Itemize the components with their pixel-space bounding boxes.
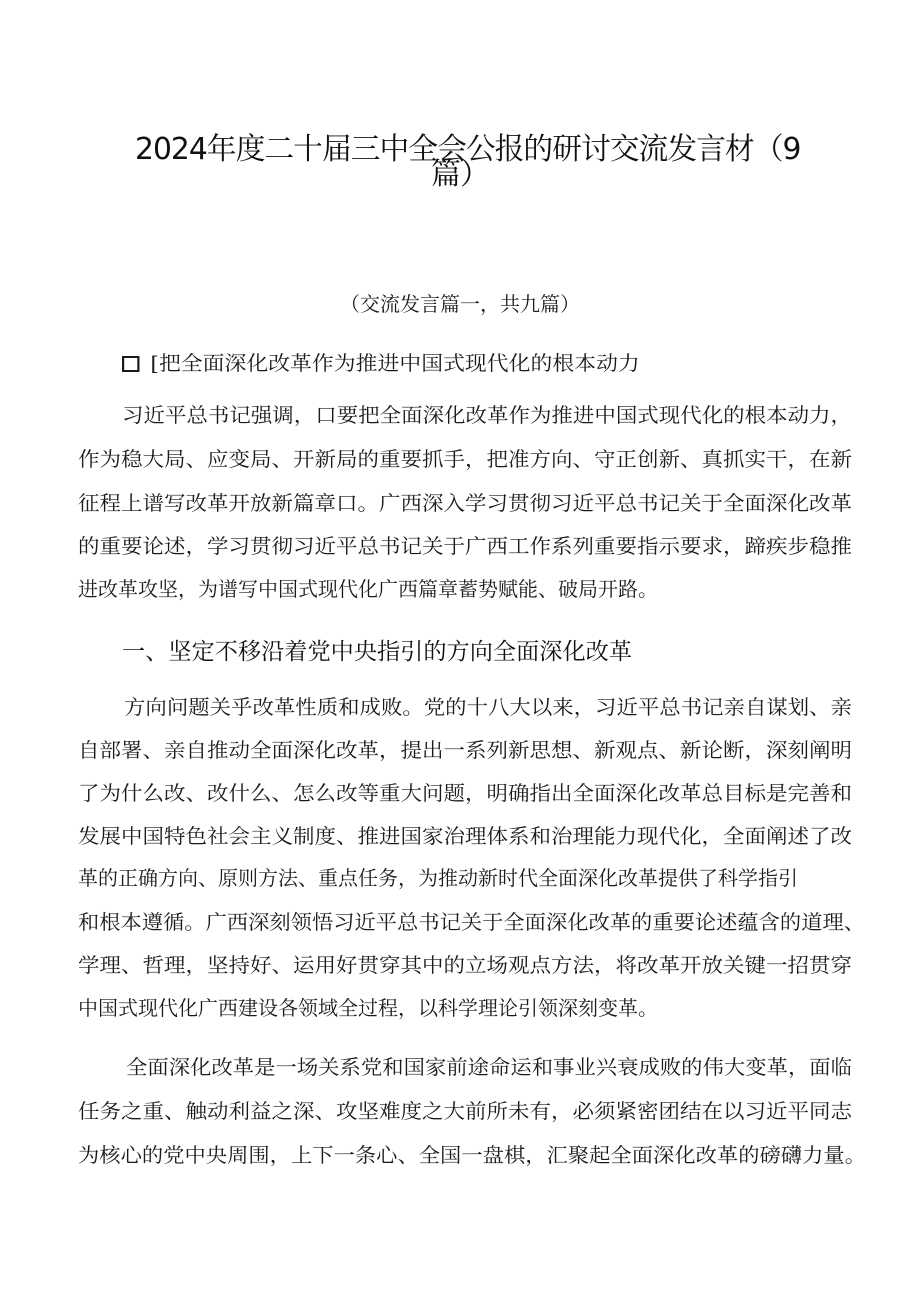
paragraph-1-line-2: 作为稳大局、应变局、开新局的重要抓手，把准方向、守正创新、真抓实干，在新 [78, 447, 853, 471]
paragraph-3-line-2: 任务之重、触动利益之深、攻坚难度之大前所未有，必须紧密团结在以习近平同志 [78, 1099, 853, 1123]
section-heading-1: 一、坚定不移沿着党中央指引的方向全面深化改革 [122, 639, 632, 665]
section-title-text: [把全面深化改革作为推进中国式现代化的根本动力 [150, 351, 640, 375]
document-title-line-2: 篇） [431, 157, 489, 192]
paragraph-2-line-7: 学理、哲理，坚持好、运用好贯穿其中的立场观点方法，将改革开放关键一招贯穿 [78, 953, 853, 977]
paragraph-2-line-5: 革的正确方向、原则方法、重点任务，为推动新时代全面深化改革提供了科学指引 [78, 866, 798, 890]
paragraph-1-line-1: 习近平总书记强调，口要把全面深化改革作为推进中国式现代化的根本动力， [122, 403, 852, 427]
paragraph-2-line-4: 发展中国特色社会主义制度、推进国家治理体系和治理能力现代化，全面阐述了改 [78, 824, 853, 848]
document-title-line-1: 2024年度二十届三中全会公报的研讨交流发言材（9 [135, 132, 801, 167]
paragraph-3-line-3: 为核心的党中央周围，上下一条心、全国一盘棋，汇聚起全面深化改革的磅礴力量。 [78, 1143, 866, 1167]
paragraph-1-line-4: 的重要论述，学习贯彻习近平总书记关于广西工作系列重要指示要求，蹄疾步稳推 [78, 534, 853, 558]
paragraph-2-line-2: 自部署、亲自推动全面深化改革，提出一系列新思想、新观点、新论断，深刻阐明 [78, 738, 853, 762]
paragraph-1-line-5: 进改革攻坚，为谱写中国式现代化广西篇章蓄势赋能、破局开路。 [78, 577, 658, 601]
paragraph-2-line-6: 和根本遵循。广西深刻领悟习近平总书记关于全面深化改革的重要论述蕴含的道理、 [78, 910, 865, 934]
paragraph-3-line-1: 全面深化改革是一场关系党和国家前途命运和事业兴衰成败的伟大变革，面临 [126, 1055, 852, 1079]
document-subtitle: （交流发言篇一，共九篇） [340, 292, 580, 316]
section-title [122, 347, 640, 376]
paragraph-2-line-1: 方向问题关乎改革性质和成败。党的十八大以来，习近平总书记亲自谋划、亲 [124, 695, 852, 719]
checkbox-icon [122, 356, 139, 372]
paragraph-1-line-3: 征程上谱写改革开放新篇章口。广西深入学习贯彻习近平总书记关于全面深化改革 [78, 491, 853, 515]
paragraph-2-line-3: 了为什么改、改什么、怎么改等重大问题，明确指出全面深化改革总目标是完善和 [78, 781, 853, 805]
paragraph-2-line-8: 中国式现代化广西建设各领域全过程，以科学理论引领深刻变革。 [78, 996, 658, 1020]
